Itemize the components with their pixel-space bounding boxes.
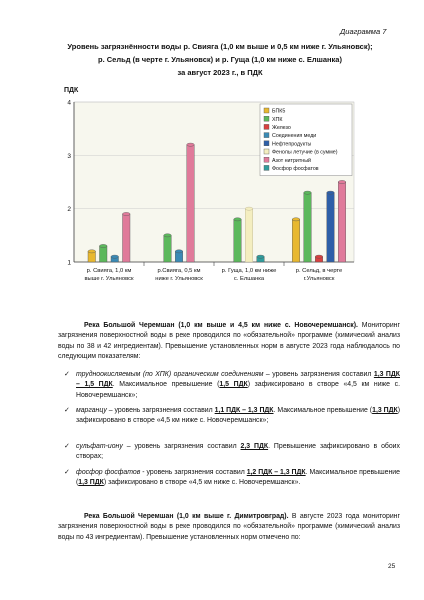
indicator-level: 2,3 ПДК (240, 443, 269, 450)
indicator-post: ) зафиксировано в створе «4,5 км ниже с. Новочеремшанск»; (76, 381, 400, 399)
legend-entry: Соединения меди (272, 133, 317, 140)
indicator-pre: – уровень загрязнения составил (263, 371, 374, 378)
chart-title-line-2: р. Сельд (в черте г. Ульяновск) и р. Гуща (1,0 км ниже с. Елшанка) (98, 55, 342, 64)
indicator-post: ) зафиксировано в створе «4,5 км ниже с. Новочеремшанск». (103, 479, 301, 487)
section-1-paragraph (58, 321, 400, 363)
diagram-label: Диаграмма 7 (340, 27, 387, 36)
bar (327, 193, 335, 262)
y-tick-label: 1 (67, 259, 71, 267)
section-2-text: В августе 2023 года мониторинг загрязнения поверхностной воды в реке проводился по «обязательной» программе (химический анализ воды по 43 ингредиентам). Превышение установленных норм отмечено по: (58, 513, 400, 541)
indicator-pre: – уровень загрязнения составил (106, 407, 215, 414)
indicator-mid: . Максимальное превышение ( (76, 469, 400, 487)
indicator-post: ) зафиксировано в створе «4,5 км ниже с. Новочеремшанск»; (76, 407, 400, 425)
indicator-name: марганцу (76, 407, 107, 414)
section-2-paragraph (58, 512, 400, 543)
legend-swatch (264, 116, 269, 121)
x-category-label: ниже г. Ульяновск (155, 276, 203, 282)
bar-cap (175, 250, 183, 253)
y-axis-label: ПДК (64, 87, 79, 94)
bar-cap (123, 212, 131, 215)
bar (100, 246, 108, 262)
indicator-pre: – уровень загрязнения составил (122, 443, 241, 450)
bar-cap (88, 250, 96, 253)
indicator-item (64, 468, 400, 502)
legend-entry: Железо (272, 125, 291, 131)
checkmark-icon: ✓ (64, 407, 70, 414)
legend-swatch (264, 149, 269, 154)
bar (338, 182, 346, 262)
legend-swatch (264, 108, 269, 113)
indicator-item (64, 442, 400, 466)
legend-entry: БПК5 (272, 108, 286, 115)
x-category-label: выше г. Ульяновск (84, 276, 134, 282)
chart-title-line-3: за август 2023 г., в ПДК (177, 68, 263, 77)
legend-entry: ХПК (272, 116, 283, 123)
indicator-level: 1,3 ПДК – 1,5 ПДК (76, 371, 400, 389)
indicator-name: фосфор фосфатов (76, 469, 141, 476)
x-category-label: р. Гуща, 1,0 км ниже (221, 268, 277, 274)
indicator-level: 1,2 ПДК – 1,3 ПДК (246, 469, 306, 476)
bar-cap (292, 218, 300, 221)
indicator-text (76, 468, 400, 489)
legend-entry: Фосфор фосфатов (272, 166, 319, 172)
checkmark-icon: ✓ (64, 371, 70, 378)
bar-cap (187, 143, 195, 146)
bar-cap (100, 244, 108, 247)
legend-swatch (264, 157, 269, 162)
x-category-label: г.Ульяновск (303, 276, 335, 282)
bar-cap (245, 207, 253, 210)
bar (164, 235, 172, 262)
x-category-label: р. Сельд, в черте (295, 268, 343, 274)
bar-cap (327, 191, 335, 194)
indicator-mid: . Максимальное превышение ( (273, 407, 373, 414)
bar-cap (304, 191, 312, 194)
checkmark-icon: ✓ (64, 443, 70, 450)
legend-box (260, 104, 352, 176)
indicator-name: сульфат-иону (76, 443, 123, 450)
bar (245, 209, 253, 262)
x-category-label: р. Свияга, 1,0 км (86, 268, 132, 274)
indicator-level: 1,1 ПДК – 1,3 ПДК (214, 407, 274, 414)
indicator-mid: . Максимальное превышение ( (112, 381, 220, 389)
indicator-text (76, 442, 400, 463)
bar (123, 214, 131, 262)
x-category-label: р.Свияга, 0,5 км (157, 268, 201, 274)
x-category-label: с. Елшанка (233, 276, 265, 282)
checkmark-icon: ✓ (64, 469, 70, 476)
indicator-item (64, 406, 400, 440)
indicator-mid: . Превышение зафиксировано в обоих створах; (76, 443, 400, 461)
legend-swatch (264, 133, 269, 138)
y-tick-label: 3 (67, 152, 71, 160)
indicator-max: 1,3 ПДК (78, 479, 104, 487)
bar (304, 193, 312, 262)
chart-title-line-1: Уровень загрязнённости воды р. Свияга (1,0 км выше и 0,5 км ниже г. Ульяновск); (67, 42, 373, 51)
section-2-heading: Река Большой Черемшан (1,0 км выше г. Димитровград). (84, 513, 289, 520)
bar-cap (164, 234, 172, 237)
indicator-text (76, 370, 400, 401)
indicator-max: 1,5 ПДК (219, 381, 248, 389)
legend-swatch (264, 165, 269, 170)
legend-entry: Фенолы летучие (в сумме) (272, 149, 338, 156)
bar-cap (315, 255, 323, 258)
indicator-item (64, 370, 400, 404)
y-tick-label: 4 (67, 100, 71, 107)
bar-cap (234, 218, 242, 221)
chart-title (40, 40, 400, 79)
page-number: 25 (388, 563, 396, 570)
section-1-heading: Река Большой Черемшан (1,0 км выше и 4,5 км ниже с. Новочеремшанск). (84, 322, 358, 329)
legend-entry: Азот нитритный (272, 157, 311, 164)
bar (292, 219, 300, 262)
bar (234, 219, 242, 262)
section-1-text: Мониторинг загрязнения поверхностной воды в реке проводился по «обязательной» программе (химический анализ воды по 38 и 42 ингредиентам). Превышение установленных норм в августе 2023 года наблюдалось по следующим показателям: (58, 322, 400, 361)
indicator-max: 1,3 ПДК (372, 407, 398, 414)
indicator-name: трудноокисляемым (по ХПК) органическим соединениям (76, 371, 264, 378)
bar-chart (64, 100, 366, 295)
legend-swatch (264, 141, 269, 146)
bar (187, 145, 195, 262)
bar-cap (257, 255, 265, 258)
bar-cap (111, 255, 119, 258)
indicator-pre: - уровень загрязнения составил (140, 469, 247, 476)
legend-swatch (264, 124, 269, 129)
y-tick-label: 2 (67, 206, 71, 214)
indicator-text (76, 406, 400, 427)
bar-cap (338, 180, 346, 183)
legend-entry: Нефтепродукты (272, 141, 312, 148)
